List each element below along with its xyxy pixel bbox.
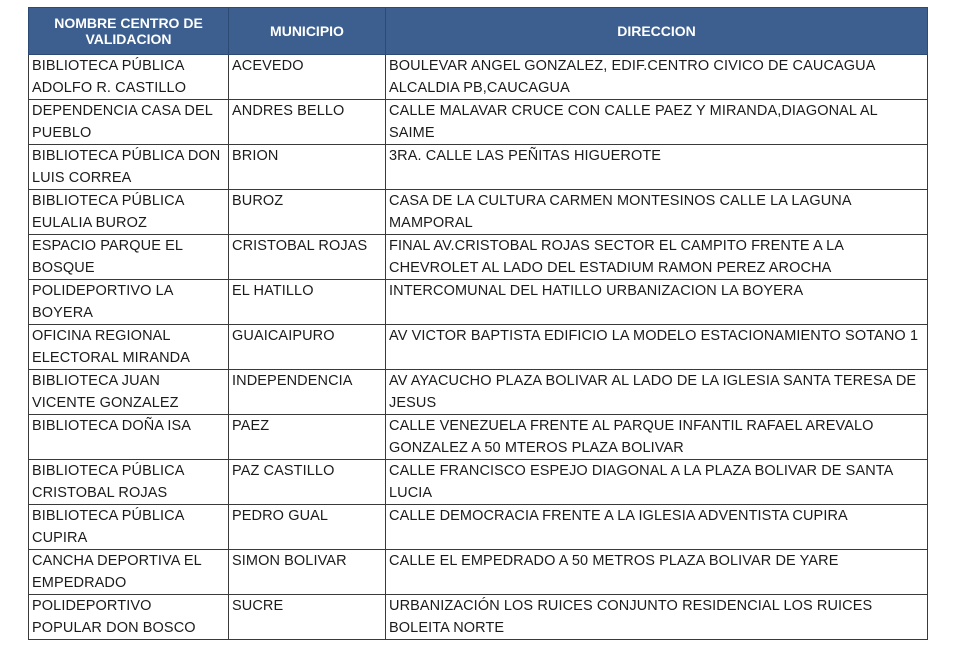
column-header-centro: NOMBRE CENTRO DE VALIDACION	[29, 8, 229, 55]
cell-centro: OFICINA REGIONAL ELECTORAL MIRANDA	[29, 325, 229, 370]
cell-direccion: URBANIZACIÓN LOS RUICES CONJUNTO RESIDENCIAL LOS RUICES BOLEITA NORTE	[386, 595, 928, 640]
cell-direccion: CALLE FRANCISCO ESPEJO DIAGONAL A LA PLAZA BOLIVAR DE SANTA LUCIA	[386, 460, 928, 505]
cell-municipio: GUAICAIPURO	[229, 325, 386, 370]
cell-municipio: PAZ CASTILLO	[229, 460, 386, 505]
cell-direccion: BOULEVAR ANGEL GONZALEZ, EDIF.CENTRO CIVICO DE CAUCAGUA ALCALDIA PB,CAUCAGUA	[386, 55, 928, 100]
table-row	[29, 415, 928, 460]
cell-municipio: INDEPENDENCIA	[229, 370, 386, 415]
cell-municipio: SUCRE	[229, 595, 386, 640]
cell-municipio: CRISTOBAL ROJAS	[229, 235, 386, 280]
table-row	[29, 505, 928, 550]
table-body	[29, 55, 928, 640]
table-row	[29, 190, 928, 235]
table-row	[29, 55, 928, 100]
cell-direccion: 3RA. CALLE LAS PEÑITAS HIGUEROTE	[386, 145, 928, 190]
table-row	[29, 100, 928, 145]
table-row	[29, 460, 928, 505]
cell-municipio: ANDRES BELLO	[229, 100, 386, 145]
cell-direccion: CALLE DEMOCRACIA FRENTE A LA IGLESIA ADVENTISTA CUPIRA	[386, 505, 928, 550]
table-row	[29, 145, 928, 190]
table-row	[29, 370, 928, 415]
cell-centro: POLIDEPORTIVO LA BOYERA	[29, 280, 229, 325]
table-row	[29, 595, 928, 640]
cell-centro: ESPACIO PARQUE EL BOSQUE	[29, 235, 229, 280]
cell-centro: DEPENDENCIA CASA DEL PUEBLO	[29, 100, 229, 145]
cell-direccion: AV VICTOR BAPTISTA EDIFICIO LA MODELO ESTACIONAMIENTO SOTANO 1	[386, 325, 928, 370]
cell-municipio: SIMON BOLIVAR	[229, 550, 386, 595]
cell-centro: BIBLIOTECA JUAN VICENTE GONZALEZ	[29, 370, 229, 415]
cell-direccion: AV AYACUCHO PLAZA BOLIVAR AL LADO DE LA IGLESIA SANTA TERESA DE JESUS	[386, 370, 928, 415]
cell-municipio: BRION	[229, 145, 386, 190]
table-header	[29, 8, 928, 55]
cell-municipio: PAEZ	[229, 415, 386, 460]
cell-centro: BIBLIOTECA PÚBLICA ADOLFO R. CASTILLO	[29, 55, 229, 100]
cell-centro: BIBLIOTECA PÚBLICA CRISTOBAL ROJAS	[29, 460, 229, 505]
table-row	[29, 325, 928, 370]
cell-centro: POLIDEPORTIVO POPULAR DON BOSCO	[29, 595, 229, 640]
cell-municipio: PEDRO GUAL	[229, 505, 386, 550]
cell-centro: BIBLIOTECA PÚBLICA EULALIA BUROZ	[29, 190, 229, 235]
cell-municipio: ACEVEDO	[229, 55, 386, 100]
cell-direccion: CASA DE LA CULTURA CARMEN MONTESINOS CALLE LA LAGUNA MAMPORAL	[386, 190, 928, 235]
validation-centers-table	[28, 7, 928, 640]
column-header-direccion: DIRECCION	[386, 8, 928, 55]
cell-direccion: CALLE VENEZUELA FRENTE AL PARQUE INFANTIL RAFAEL AREVALO GONZALEZ A 50 MTEROS PLAZA BOLIVAR	[386, 415, 928, 460]
column-header-municipio: MUNICIPIO	[229, 8, 386, 55]
cell-centro: BIBLIOTECA PÚBLICA CUPIRA	[29, 505, 229, 550]
cell-municipio: EL HATILLO	[229, 280, 386, 325]
table-row	[29, 550, 928, 595]
table-row	[29, 235, 928, 280]
cell-direccion: CALLE EL EMPEDRADO A 50 METROS PLAZA BOLIVAR DE YARE	[386, 550, 928, 595]
cell-centro: BIBLIOTECA PÚBLICA DON LUIS CORREA	[29, 145, 229, 190]
table-row	[29, 280, 928, 325]
cell-municipio: BUROZ	[229, 190, 386, 235]
cell-direccion: FINAL AV.CRISTOBAL ROJAS SECTOR EL CAMPITO FRENTE A LA CHEVROLET AL LADO DEL ESTADIUM RAMON PEREZ AROCHA	[386, 235, 928, 280]
cell-direccion: INTERCOMUNAL DEL HATILLO URBANIZACION LA BOYERA	[386, 280, 928, 325]
cell-centro: BIBLIOTECA DOÑA ISA	[29, 415, 229, 460]
cell-centro: CANCHA DEPORTIVA EL EMPEDRADO	[29, 550, 229, 595]
validation-centers-sheet	[28, 7, 927, 640]
cell-direccion: CALLE MALAVAR CRUCE CON CALLE PAEZ Y MIRANDA,DIAGONAL AL SAIME	[386, 100, 928, 145]
header-row	[29, 8, 928, 55]
